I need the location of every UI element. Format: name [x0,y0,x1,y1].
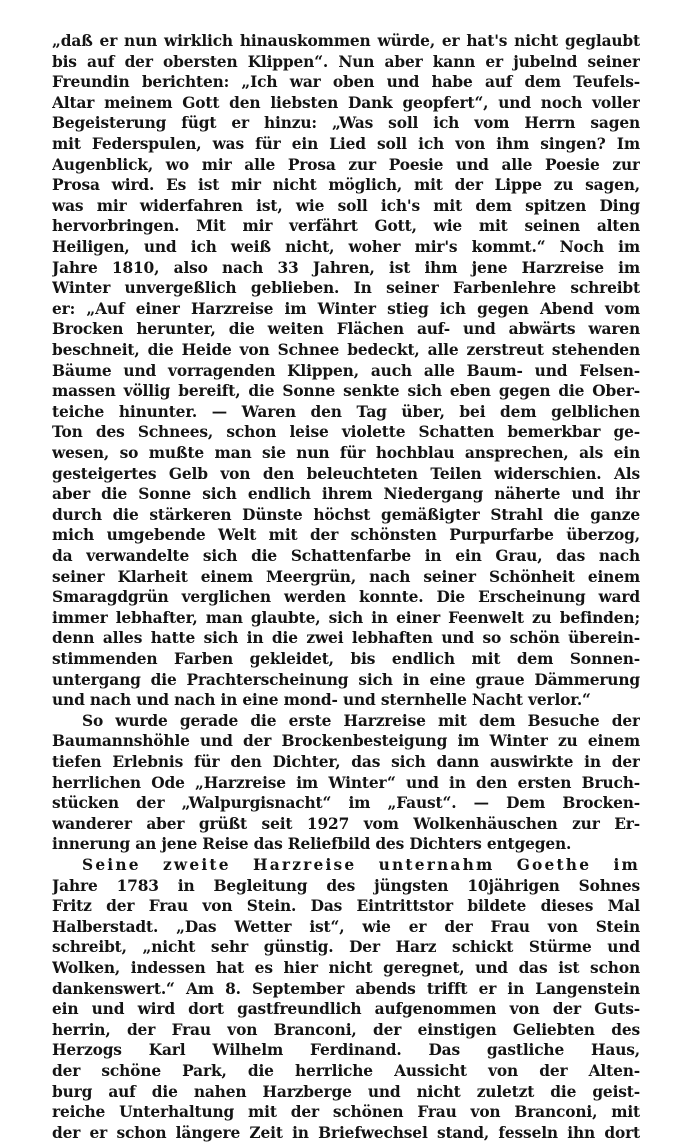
text-line: herrlichen Ode „Harzreise im Winter“ und in den ersten Bruch- [52,773,640,792]
text-line: stimmenden Farben gekleidet, bis endlich mit dem Sonnen- [52,650,640,668]
text-line: aber die Sonne sich endlich ihrem Niedergang näherte und ihr [52,485,640,504]
text-line: Herzogs Karl Wilhelm Ferdinand. Das gastliche Haus, [52,1041,640,1060]
text-line: Bäume und vorragenden Klippen, auch alle Baum- und Felsen- [52,361,640,380]
text-line: schreibt, „nicht sehr günstig. Der Harz schickt Stürme und [52,938,640,957]
text-line: der er schon längere Zeit in Briefwechsel stand, fesseln ihn dort [52,1123,640,1142]
text-line: herrin, der Frau von Branconi, der einstigen Geliebten des [52,1020,640,1039]
text-line: Prosa wird. Es ist mir nicht möglich, mit der Lippe zu sagen, [52,176,640,195]
text-line: untergang die Prachterscheinung sich in eine graue Dämmerung [52,670,640,689]
text-line: massen völlig bereift, die Sonne senkte sich eben gegen die Ober- [52,382,640,401]
text-line: wesen, so mußte man sie nun für hochblau ansprechen, als ein [52,444,640,462]
paragraph-start-line: Seine zweite Harzreise unternahm Goethe im [82,856,640,874]
document-page [52,30,640,1142]
paragraph-end-line: und nach und nach in eine mond- und sternhelle Nacht verlor.“ [52,691,591,710]
text-line: Jahre 1783 in Begleitung des jüngsten 10jährigen Sohnes [52,876,640,895]
text-line: der schöne Park, die herrliche Aussicht von der Alten- [52,1062,640,1080]
text-line: burg auf die nahen Harzberge und nicht zuletzt die geist- [52,1082,640,1101]
text-line: teiche hinunter. — Waren den Tag über, bei dem gelblichen [52,402,640,421]
text-line: mich umgebende Welt mit der schönsten Purpurfarbe überzog, [52,526,640,545]
text-line: da verwandelte sich die Schattenfarbe in ein Grau, das nach [52,547,640,565]
paragraph-start-line: So wurde gerade die erste Harzreise mit dem Besuche der [82,711,640,730]
paragraph-end-line: innerung an jene Reise das Reliefbild des Dichters entgegen. [52,835,572,854]
text-line: tiefen Erlebnis für den Dichter, das sich dann auswirkte in der [52,753,640,771]
text-line: Smaragdgrün verglichen werden konnte. Die Erscheinung ward [52,588,640,607]
text-line: beschneit, die Heide von Schnee bedeckt, alle zerstreut stehenden [52,341,640,359]
text-line: dankenswert.“ Am 8. September abends trifft er in Langenstein [52,979,640,998]
text-line: immer lebhafter, man glaubte, sich in einer Feenwelt zu befinden; [52,608,640,627]
text-line: Heiligen, und ich weiß nicht, woher mir's kommt.“ Noch im [52,238,640,256]
text-line: gesteigertes Gelb von den beleuchteten Teilen widerschien. Als [52,464,640,483]
text-line: seiner Klarheit einem Meergrün, nach seiner Schönheit einem [52,567,640,586]
text-line: was mir widerfahren ist, wie soll ich's mit dem spitzen Ding [52,196,640,215]
text-line: Fritz der Frau von Stein. Das Eintrittstor bildete dieses Mal [52,897,640,916]
text-line: durch die stärkeren Dünste höchst gemäßigter Strahl die ganze [52,505,640,524]
text-line: Wolken, indessen hat es hier nicht geregnet, und das ist schon [52,959,640,977]
text-line: stücken der „Walpurgisnacht“ im „Faust“. — Dem Brocken- [52,794,640,813]
text-line: reiche Unterhaltung mit der schönen Frau von Branconi, mit [52,1103,640,1122]
text-line: ein und wird dort gastfreundlich aufgenommen von der Guts- [52,1000,640,1019]
text-line: Brocken herunter, die weiten Flächen auf- und abwärts waren [52,320,640,339]
text-line: er: „Auf einer Harzreise im Winter stieg ich gegen Abend vom [52,299,640,318]
text-line: Begeisterung fügt er hinzu: „Was soll ich vom Herrn sagen [52,114,640,133]
text-line: mit Federspulen, was für ein Lied soll ich von ihm singen? Im [52,135,640,153]
text-line: hervorbringen. Mit mir verfährt Gott, wie mit seinen alten [52,217,640,236]
text-line: Jahre 1810, also nach 33 Jahren, ist ihm jene Harzreise im [52,258,640,277]
text-line: Freundin berichten: „Ich war oben und habe auf dem Teufels- [52,73,640,92]
text-line: Halberstadt. „Das Wetter ist“, wie er der Frau von Stein [52,917,640,936]
text-line: Altar meinem Gott den liebsten Dank geopfert“, und noch voller [52,93,640,112]
text-line: bis auf der obersten Klippen“. Nun aber kann er jubelnd seiner [52,52,640,71]
text-line: denn alles hatte sich in die zwei lebhaften und so schön überein- [52,629,640,648]
text-line: wanderer aber grüßt seit 1927 vom Wolkenhäuschen zur Er- [52,814,640,833]
text-line: Ton des Schnees, schon leise violette Schatten bemerkbar ge- [52,423,640,442]
text-line: „daß er nun wirklich hinauskommen würde, er hat's nicht geglaubt [52,32,640,50]
text-line: Baumannshöhle und der Brockenbesteigung im Winter zu einem [52,732,640,751]
text-line: Winter unvergeßlich geblieben. In seiner Farbenlehre schreibt [52,279,640,298]
text-line: Augenblick, wo mir alle Prosa zur Poesie und alle Poesie zur [52,155,640,174]
